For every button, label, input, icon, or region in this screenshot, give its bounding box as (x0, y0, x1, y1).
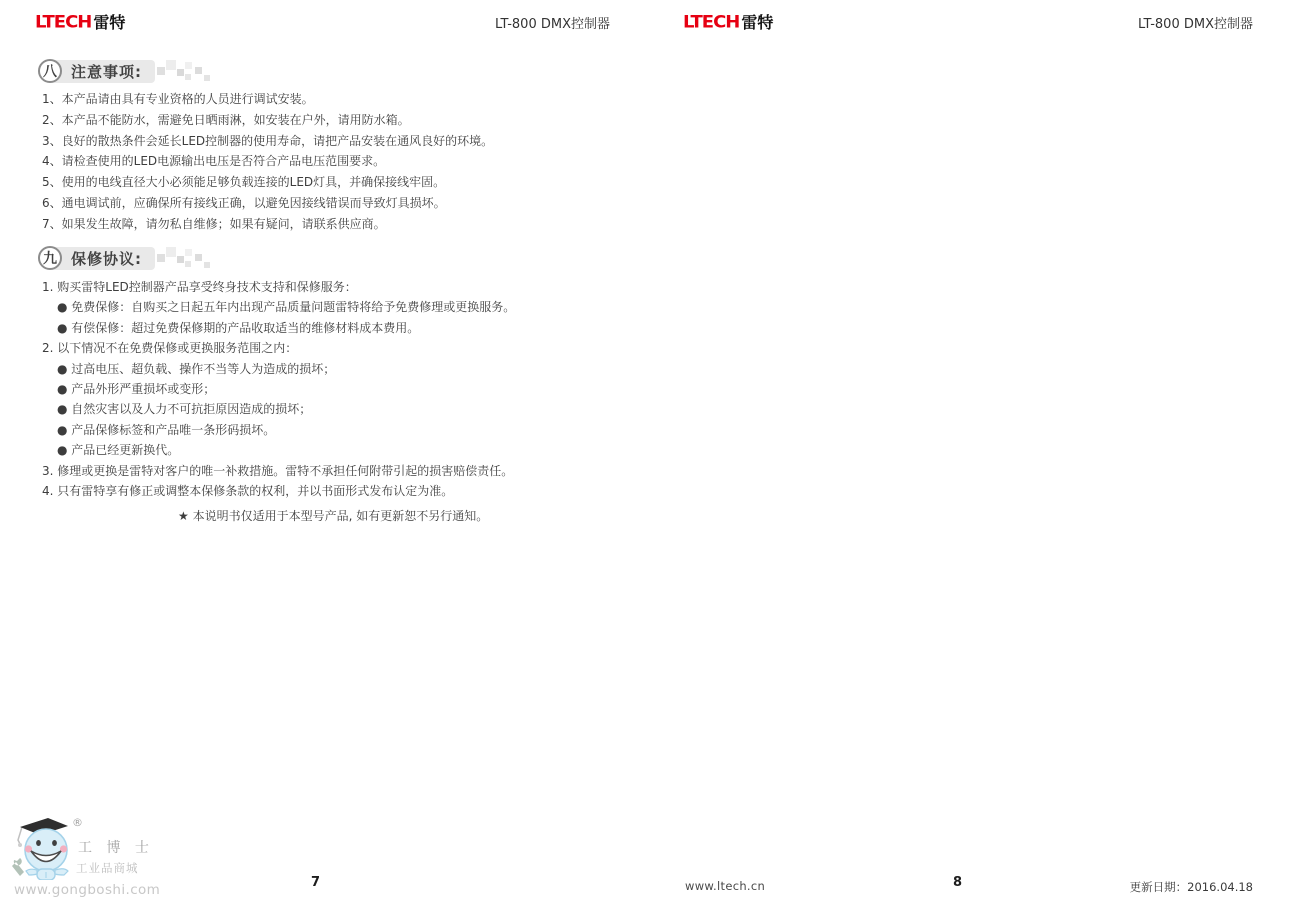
gongboshi-title: 工 博 士 (78, 840, 154, 856)
section-warranty-number: 九 (38, 246, 62, 270)
pixel-decoration (157, 246, 217, 270)
section-notice-number: 八 (38, 59, 62, 83)
ltech-logo-cn: 雷特 (93, 12, 126, 32)
section-notice-header (38, 59, 217, 83)
notice-item: 3、良好的散热条件会延长LED控制器的使用寿命，请把产品安装在通风良好的环境。 (42, 133, 494, 148)
doc-title: LT-800 DMX控制器 (1138, 17, 1253, 32)
gongboshi-watermark (10, 814, 170, 898)
warranty-item: 2. 以下情况不在免费保修或更换服务范围之内： (42, 341, 298, 356)
notice-item: 1、本产品请由具有专业资格的人员进行调试安装。 (42, 92, 314, 106)
warranty-list (42, 277, 625, 501)
registered-mark: ® (72, 816, 83, 829)
notice-item: 7、如果发生故障，请勿私自维修；如果有疑问，请联系供应商。 (42, 216, 386, 231)
warranty-item: 3. 修理或更换是雷特对客户的唯一补救措施。雷特不承担任何附带引起的损害赔偿责任。 (42, 463, 514, 478)
gongboshi-logo (10, 814, 170, 880)
page-number-8: 8 (953, 875, 963, 890)
ltech-website: www.ltech.cn (685, 879, 766, 893)
warranty-item: ● 产品外形严重损坏或变形； (57, 382, 216, 397)
gongboshi-url: www.gongboshi.com (14, 882, 161, 898)
page-8 (645, 0, 1290, 912)
warranty-item: ● 过高电压、超负载、操作不当等人为造成的损坏； (57, 361, 336, 376)
ltech-logo-text: LTECH (683, 12, 740, 32)
section-warranty-pill (43, 247, 155, 270)
ltech-logo (683, 14, 773, 32)
warranty-item: ● 免费保修：自购买之日起五年内出现产品质量问题雷特将给予免费修理或更换服务。 (57, 300, 516, 315)
notice-item: 5、使用的电线直径大小必须能足够负载连接的LED灯具，并确保接线牢固。 (42, 175, 446, 190)
page-8-header (683, 13, 1253, 32)
pixel-decoration (157, 59, 217, 83)
page-number-7: 7 (311, 875, 321, 890)
section-warranty-title: 保修协议: (71, 250, 142, 268)
manual-note: ★ 本说明书仅适用于本型号产品, 如有更新恕不另行通知。 (178, 509, 489, 523)
section-notice-pill (43, 60, 155, 83)
notice-item: 4、请检查使用的LED电源输出电压是否符合产品电压范围要求。 (42, 154, 386, 169)
update-date: 更新日期：2016.04.18 (1129, 880, 1253, 894)
section-notice-title: 注意事项: (71, 63, 142, 81)
notice-item: 6、通电调试前，应确保所有接线正确，以避免因接线错误而导致灯具损坏。 (42, 195, 446, 210)
warranty-item: ● 自然灾害以及人力不可抗拒原因造成的损坏； (57, 402, 312, 417)
warranty-item: 1. 购买雷特LED控制器产品享受终身技术支持和保修服务： (42, 280, 357, 294)
warranty-item: 4. 只有雷特享有修正或调整本保修条款的权利，并以书面形式发布认定为准。 (42, 484, 454, 499)
gongboshi-subtitle: 工业品商城 (76, 861, 139, 875)
ltech-logo-cn: 雷特 (741, 12, 774, 32)
doc-title: LT-800 DMX控制器 (495, 17, 610, 32)
warranty-item: ● 产品保修标签和产品唯一条形码损坏。 (57, 422, 276, 437)
section-warranty-header (38, 246, 217, 270)
ltech-logo (35, 14, 125, 32)
warranty-item: ● 产品已经更新换代。 (57, 443, 180, 458)
notice-list (42, 89, 625, 235)
ltech-logo-text: LTECH (35, 12, 92, 32)
warranty-item: ● 有偿保修：超过免费保修期的产品收取适当的维修材料成本费用。 (57, 320, 420, 335)
notice-item: 2、本产品不能防水，需避免日晒雨淋，如安装在户外，请用防水箱。 (42, 112, 410, 127)
page-7-header (35, 13, 610, 32)
